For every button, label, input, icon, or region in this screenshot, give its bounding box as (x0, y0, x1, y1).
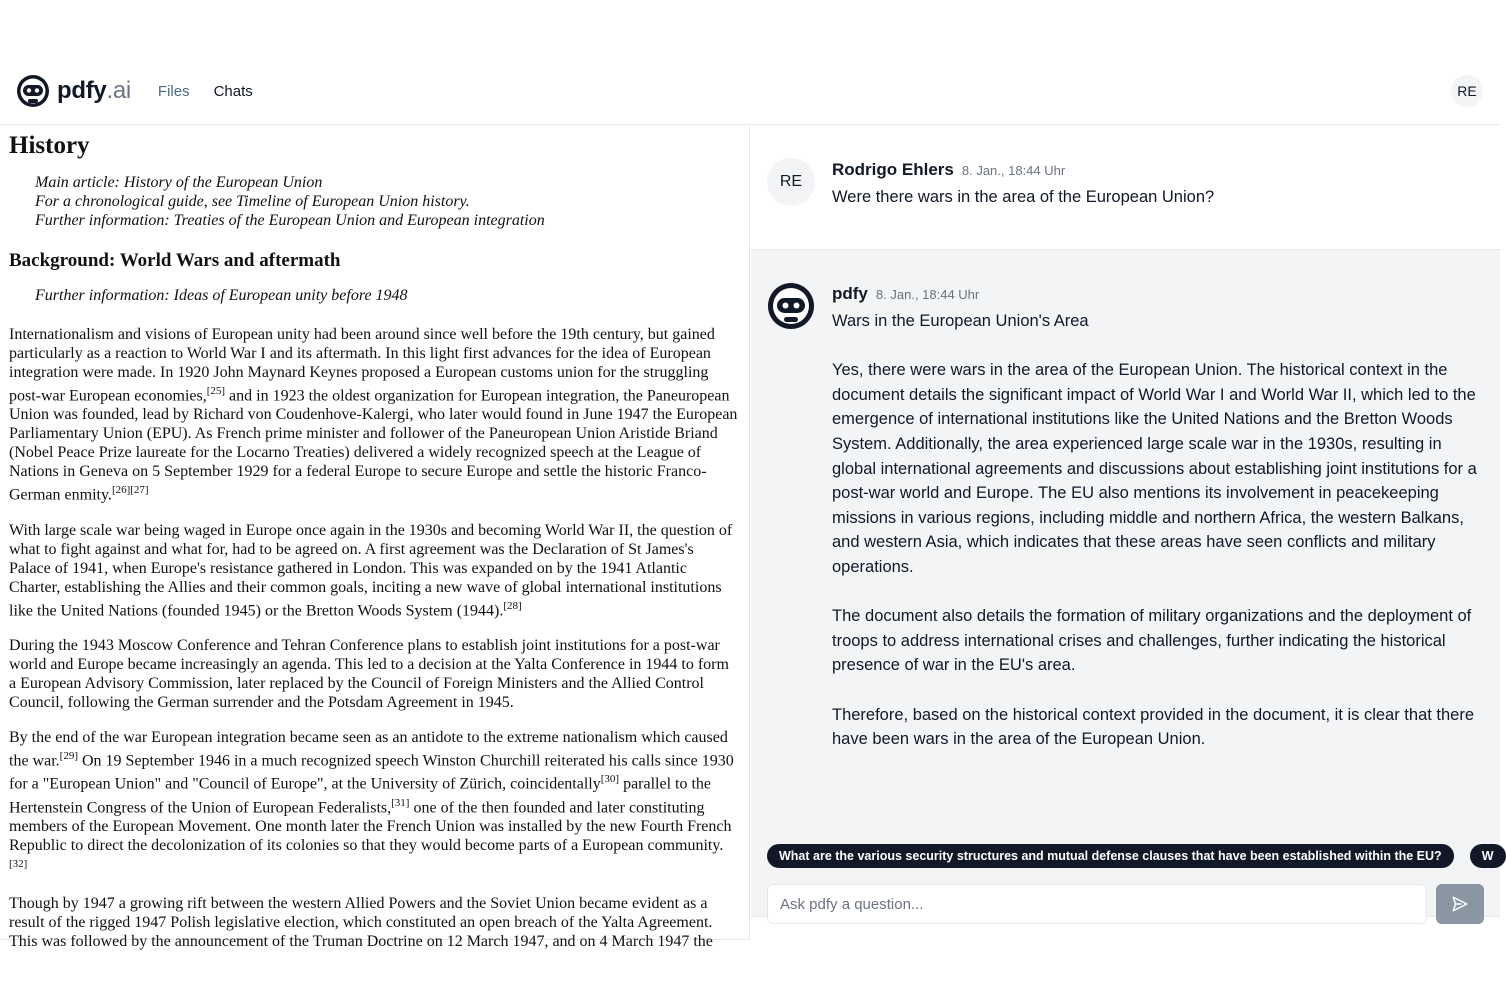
logo-wordmark: pdfy.ai (57, 77, 131, 104)
message-body (832, 309, 1488, 776)
answer-paragraph: The document also details the formation of military organizations and the deployment of troops to address international crises and challenges, further indicating the historical presence of war in the EU's area. (832, 607, 1472, 675)
send-button[interactable] (1436, 884, 1484, 924)
message-header (832, 160, 1065, 180)
document-paragraph: Internationalism and visions of European unity had been around since well before the 19th century, but gained particularly as a reaction to World War I and its aftermath. In this light first advances for the idea of European integration were made. In 1920 John Maynard Keynes proposed a European customs union for the struggling post-war European economies,[25] and in 1923 the oldest organization for European integration, the Paneuropean Union was founded, lead by Richard von Coudenhove-Kalergi, who later would found in June 1947 the European Parliamentary Union (EPU). As French prime minister and follower of the Paneuropean Union Aristide Briand (Nobel Peace Prize laureate for the Locarno Treaties) delivered a widely recognized speech at the League of Nations in Geneva on 5 September 1929 for a federal Europe to secure Europe and settle the historic Franco-German enmity.[26][27] (9, 326, 738, 504)
message-timestamp: 8. Jan., 18:44 Uhr (875, 287, 980, 302)
citation: [32] (9, 857, 28, 870)
hatnote: Main article: History of the European Union (35, 174, 323, 191)
user-message-avatar: RE (767, 158, 815, 206)
suggested-questions (767, 844, 1500, 868)
nav-files[interactable]: Files (157, 82, 190, 100)
citation: [25] (206, 385, 226, 397)
user-avatar[interactable]: RE (1451, 75, 1483, 107)
top-navigation-bar (0, 58, 1500, 125)
citation: [31] (391, 796, 410, 809)
document-heading: History (9, 132, 90, 159)
document-subheading: Background: World Wars and aftermath (9, 250, 341, 271)
suggestion-chip[interactable]: What are the various security structures and mutual defense clauses that have been established within the EU? (767, 844, 1454, 868)
citation: [26][27] (111, 484, 149, 497)
chat-panel (751, 126, 1500, 1000)
hatnote: For a chronological guide, see Timeline of European Union history. (35, 193, 470, 210)
hatnote: Further information: Treaties of the European Union and European integration (35, 212, 545, 229)
document-viewer[interactable] (0, 126, 750, 951)
user-message (751, 126, 1500, 250)
suggestion-chip[interactable]: W (1470, 844, 1506, 868)
assistant-message (751, 250, 1500, 917)
message-header (832, 284, 979, 304)
hatnote: Further information: Ideas of European unity before 1948 (35, 287, 408, 304)
answer-paragraph: Therefore, based on the historical context provided in the document, it is clear that there have been wars in the area of the European Union. (832, 705, 1475, 749)
document-paragraph: With large scale war being waged in Europe once again in the 1930s and becoming World War II, the question of what to fight against and what for, had to be agreed on. A first agreement was the Declaration of St James's Palace of 1941, when Europe's resistance gathered in London. This was expanded on by the 1941 Atlantic Charter, establishing the Allies and their common goals, inciting a new wave of global international institutions like the United Nations (founded 1945) or the Bretton Woods System (1944).[28] (9, 521, 733, 619)
message-text: Were there wars in the area of the European Union? (832, 188, 1215, 206)
robot-icon (767, 282, 815, 330)
message-author: Rodrigo Ehlers (832, 160, 954, 179)
answer-title: Wars in the European Union's Area (832, 312, 1089, 330)
chat-input-row (767, 884, 1484, 924)
citation: [30] (600, 773, 620, 786)
document-paragraph: During the 1943 Moscow Conference and Tehran Conference plans to establish joint institutions for a post-war world and Europe became increasingly an agenda. This led to a decision at the Yalta Conference in 1944 to form a European Advisory Commission, later replaced by the Council of Foreign Ministers and the Allied Control Council, following the German surrender and the Potsdam Agreement in 1945. (9, 636, 729, 711)
document-paragraph: Though by 1947 a growing rift between the western Allied Powers and the Soviet Union became evident as a result of the rigged 1947 Polish legislative election, which constituted an open breach of the Yalta Agreement. This was followed by the announcement of the Truman Doctrine on 12 March 1947, and on 4 March 1947 the (9, 895, 713, 951)
document-paragraph: By the end of the war European integration became seen as an antidote to the extreme nationalism which caused the war.[29] On 19 September 1946 in a much recognized speech Winston Churchill reiterated his calls since 1930 for a "European Union" and "Council of Europe", at the University of Zürich, coincidentally[30] parallel to the Hertenstein Congress of the Union of European Federalists,[31] one of the then founded and later constituting members of the European Movement. One month later the French Union was installed by the new Fourth French Republic to direct the decolonization of its colonies so that they would become parts of a European community.[32] (9, 728, 734, 870)
pdfy-logo[interactable] (16, 74, 131, 108)
answer-paragraph: Yes, there were wars in the area of the European Union. The historical context in the document details the significant impact of World War I and World War II, which led to the emergence of international institutions like the United Nations and the Bretton Woods System. Additionally, the area experienced large scale war in the 1930s, resulting in global international agreements and discussions about establishing joint institutions for a post-war world and Europe. The EU also mentions its involvement in peacekeeping missions in various regions, including middle and northern Africa, the western Balkans, and western Asia, which indicates that these areas have seen conflicts and military operations. (832, 361, 1477, 576)
send-icon (1451, 895, 1469, 913)
citation: [29] (59, 749, 78, 762)
ask-question-input[interactable] (767, 884, 1427, 924)
nav-chats[interactable]: Chats (213, 82, 253, 100)
robot-logo-icon (16, 74, 50, 108)
message-timestamp: 8. Jan., 18:44 Uhr (961, 163, 1066, 178)
citation: [28] (503, 599, 522, 612)
message-author: pdfy (832, 284, 868, 303)
